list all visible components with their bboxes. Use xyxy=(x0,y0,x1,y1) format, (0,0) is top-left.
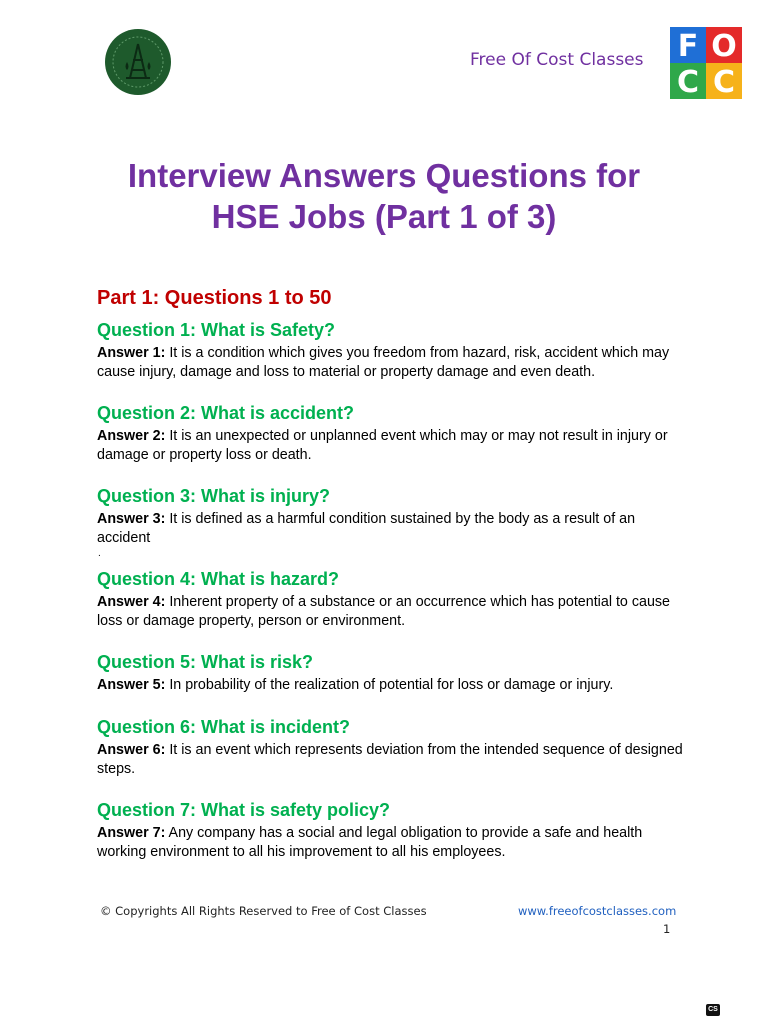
answer-5 xyxy=(97,676,687,695)
qa-item-5 xyxy=(97,651,687,695)
qa-item-4 xyxy=(97,568,687,631)
qa-item-3 xyxy=(97,485,687,548)
focc-letter-c1: C xyxy=(676,65,700,99)
oil-rig-logo-icon xyxy=(104,28,172,96)
part-heading: Part 1: Questions 1 to 50 xyxy=(97,287,332,309)
answer-text-1: It is a condition which gives you freedom from hazard, risk, accident which may cause injury, damage and loss to material or property damage and even death. xyxy=(97,345,670,380)
answer-4 xyxy=(97,593,687,631)
focc-letter-o: O xyxy=(711,29,737,64)
answer-2 xyxy=(97,427,687,465)
question-3: Question 3: What is injury? xyxy=(97,486,331,506)
question-1: Question 1: What is Safety? xyxy=(97,320,336,340)
answer-label-1: Answer 1: xyxy=(97,345,166,361)
answer-label-7: Answer 7: xyxy=(97,825,166,841)
focc-letter-f: F xyxy=(677,29,699,64)
qa-item-6 xyxy=(97,716,687,779)
answer-text-5: In probability of the realization of potential for loss or damage or injury. xyxy=(165,677,614,693)
answer-text-2: It is an unexpected or unplanned event which may or may not result in injury or damage or property loss or death. xyxy=(97,428,668,463)
question-4: Question 4: What is hazard? xyxy=(97,569,340,589)
answer-3 xyxy=(97,510,687,548)
stray-dot: . xyxy=(98,548,101,559)
page-number: 1 xyxy=(663,922,671,936)
answer-7 xyxy=(97,824,687,862)
answer-1 xyxy=(97,344,687,382)
answer-text-6: It is an event which represents deviation from the intended sequence of designed steps. xyxy=(97,742,683,777)
answer-label-5: Answer 5: xyxy=(97,677,166,693)
answer-text-7: Any company has a social and legal obligation to provide a safe and health working environment to all his improvement to all his employees. xyxy=(97,825,643,860)
answer-6 xyxy=(97,741,687,779)
document-title xyxy=(0,155,768,237)
title-line-2: HSE Jobs (Part 1 of 3) xyxy=(211,198,557,235)
question-7: Question 7: What is safety policy? xyxy=(97,800,391,820)
answer-label-2: Answer 2: xyxy=(97,428,166,444)
qa-item-1 xyxy=(97,319,687,382)
question-6: Question 6: What is incident? xyxy=(97,717,351,737)
brand-name: Free Of Cost Classes xyxy=(470,50,644,70)
question-5: Question 5: What is risk? xyxy=(97,652,314,672)
focc-logo-icon xyxy=(670,27,742,99)
answer-label-6: Answer 6: xyxy=(97,742,166,758)
answer-label-3: Answer 3: xyxy=(97,511,166,527)
answer-label-4: Answer 4: xyxy=(97,594,166,610)
question-2: Question 2: What is accident? xyxy=(97,403,355,423)
answer-text-4: Inherent property of a substance or an occurrence which has potential to cause loss or damage property, person or environment. xyxy=(97,594,671,629)
answer-text-3: It is defined as a harmful condition sustained by the body as a result of an accident xyxy=(97,511,636,546)
qa-item-2 xyxy=(97,402,687,465)
footer-copyright: © Copyrights All Rights Reserved to Free of Cost Classes xyxy=(100,904,427,918)
title-line-1: Interview Answers Questions for xyxy=(127,157,641,194)
qa-item-7 xyxy=(97,799,687,862)
focc-letter-c2: C xyxy=(712,65,736,99)
footer-website-link[interactable]: www.freeofcostclasses.com xyxy=(518,904,677,918)
scanner-badge-icon: CS xyxy=(706,1004,720,1016)
